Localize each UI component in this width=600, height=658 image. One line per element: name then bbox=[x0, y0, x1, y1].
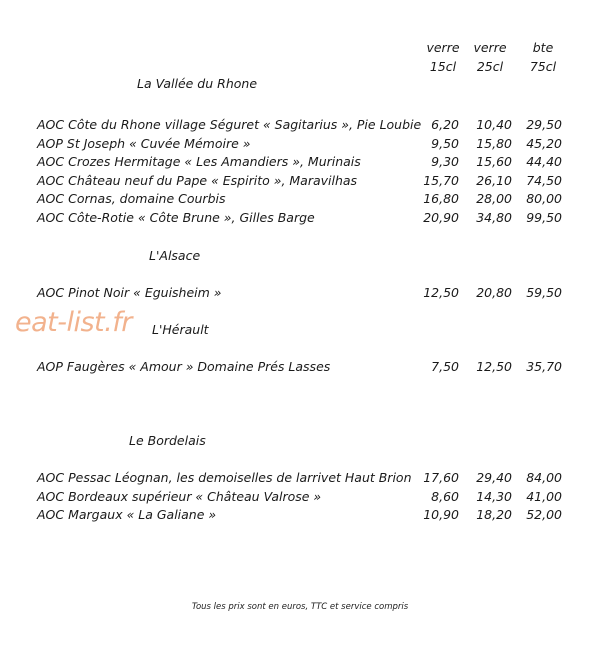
wine-row bbox=[0, 173, 600, 191]
wine-row bbox=[0, 507, 600, 525]
price-bouteille-75cl: 35,70 bbox=[526, 359, 562, 374]
price-bouteille-75cl: 44,40 bbox=[526, 154, 562, 169]
price-verre-25cl: 28,00 bbox=[476, 191, 512, 206]
wine-row bbox=[0, 470, 600, 488]
price-verre-25cl: 14,30 bbox=[476, 489, 512, 504]
wine-name: AOC Crozes Hermitage « Les Amandiers », Murinais bbox=[37, 154, 361, 169]
price-verre-25cl: 29,40 bbox=[476, 470, 512, 485]
section-title-bordelais: Le Bordelais bbox=[129, 433, 206, 448]
price-verre-15cl: 8,60 bbox=[431, 489, 459, 504]
column-header-line2: 25cl bbox=[476, 59, 504, 74]
wine-name: AOC Cornas, domaine Courbis bbox=[37, 191, 226, 206]
price-verre-15cl: 9,50 bbox=[431, 136, 459, 151]
wine-row bbox=[0, 136, 600, 154]
price-bouteille-75cl: 52,00 bbox=[526, 507, 562, 522]
price-verre-15cl: 12,50 bbox=[423, 285, 459, 300]
wine-name: AOC Bordeaux supérieur « Château Valrose » bbox=[37, 489, 322, 504]
section-title-rhone: La Vallée du Rhone bbox=[137, 76, 258, 91]
wine-name: AOP St Joseph « Cuvée Mémoire » bbox=[37, 136, 251, 151]
wine-row bbox=[0, 117, 600, 135]
wine-row bbox=[0, 359, 600, 377]
column-header-line2: 75cl bbox=[529, 59, 557, 74]
wine-row bbox=[0, 191, 600, 209]
price-verre-25cl: 10,40 bbox=[476, 117, 512, 132]
wine-row bbox=[0, 210, 600, 228]
price-bouteille-75cl: 29,50 bbox=[526, 117, 562, 132]
price-verre-25cl: 18,20 bbox=[476, 507, 512, 522]
price-verre-15cl: 6,20 bbox=[431, 117, 459, 132]
column-header-verre-25cl bbox=[465, 38, 515, 76]
column-header-verre-15cl bbox=[418, 38, 468, 76]
price-bouteille-75cl: 45,20 bbox=[526, 136, 562, 151]
footer-note: Tous les prix sont en euros, TTC et service compris bbox=[191, 602, 409, 612]
wine-name: AOC Margaux « La Galiane » bbox=[37, 507, 217, 522]
price-verre-25cl: 34,80 bbox=[476, 210, 512, 225]
price-bouteille-75cl: 80,00 bbox=[526, 191, 562, 206]
price-bouteille-75cl: 99,50 bbox=[526, 210, 562, 225]
column-header-line1: verre bbox=[473, 40, 507, 55]
price-bouteille-75cl: 59,50 bbox=[526, 285, 562, 300]
price-verre-25cl: 15,80 bbox=[476, 136, 512, 151]
price-verre-25cl: 15,60 bbox=[476, 154, 512, 169]
price-verre-15cl: 15,70 bbox=[423, 173, 459, 188]
price-verre-25cl: 20,80 bbox=[476, 285, 512, 300]
wine-row bbox=[0, 285, 600, 303]
wine-name: AOC Pinot Noir « Eguisheim » bbox=[37, 285, 222, 300]
price-verre-15cl: 7,50 bbox=[431, 359, 459, 374]
column-header-line2: 15cl bbox=[429, 59, 457, 74]
section-title-alsace: L'Alsace bbox=[149, 248, 201, 263]
price-verre-25cl: 12,50 bbox=[476, 359, 512, 374]
wine-name: AOP Faugères « Amour » Domaine Prés Lasses bbox=[37, 359, 331, 374]
price-bouteille-75cl: 84,00 bbox=[526, 470, 562, 485]
column-header-bte-75cl bbox=[518, 38, 568, 76]
price-verre-15cl: 20,90 bbox=[423, 210, 459, 225]
price-verre-15cl: 16,80 bbox=[423, 191, 459, 206]
price-verre-15cl: 9,30 bbox=[431, 154, 459, 169]
column-header-line1: verre bbox=[426, 40, 460, 55]
price-bouteille-75cl: 74,50 bbox=[526, 173, 562, 188]
wine-name: AOC Château neuf du Pape « Espirito », Maravilhas bbox=[37, 173, 358, 188]
wine-row bbox=[0, 489, 600, 507]
wine-row bbox=[0, 154, 600, 172]
price-verre-15cl: 10,90 bbox=[423, 507, 459, 522]
wine-name: AOC Côte-Rotie « Côte Brune », Gilles Barge bbox=[37, 210, 315, 225]
watermark-logo: eat-list.fr bbox=[15, 307, 132, 338]
price-verre-15cl: 17,60 bbox=[423, 470, 459, 485]
section-title-herault: L'Hérault bbox=[152, 322, 209, 337]
price-verre-25cl: 26,10 bbox=[476, 173, 512, 188]
column-header-line1: bte bbox=[532, 40, 554, 55]
wine-name: AOC Pessac Léognan, les demoiselles de larrivet Haut Brion bbox=[37, 470, 412, 485]
price-bouteille-75cl: 41,00 bbox=[526, 489, 562, 504]
wine-name: AOC Côte du Rhone village Séguret « Sagitarius », Pie Loubie bbox=[37, 117, 422, 132]
